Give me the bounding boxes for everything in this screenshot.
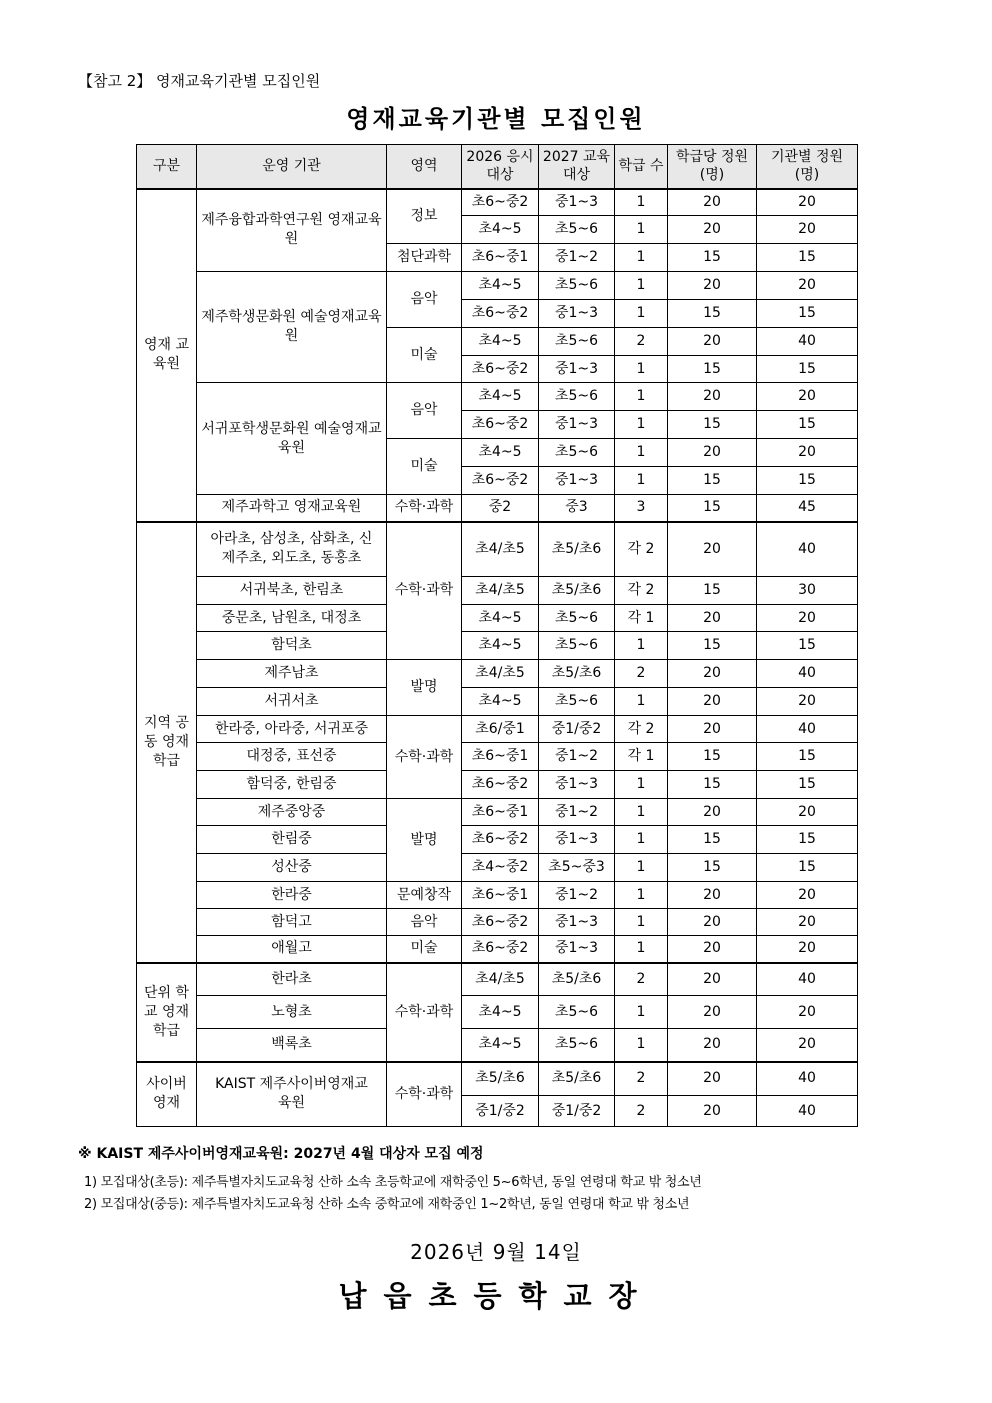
table-cell: 초5/초6 <box>462 1062 539 1096</box>
institution-cell: 서귀북초, 한림초 <box>197 577 387 605</box>
table-row <box>137 272 858 300</box>
area-cell: 수학·과학 <box>387 963 462 1062</box>
area-cell: 발명 <box>387 660 462 716</box>
table-cell: 중1~3 <box>539 771 615 799</box>
institution-cell: 중문초, 남원초, 대정초 <box>197 605 387 632</box>
table-cell: 1 <box>615 854 668 882</box>
table-cell: 20 <box>668 963 757 996</box>
area-cell: 수학·과학 <box>387 1062 462 1127</box>
table-cell: 초4~5 <box>462 605 539 632</box>
table-cell: 20 <box>668 882 757 909</box>
table-cell: 15 <box>668 356 757 383</box>
table-cell: 40 <box>757 1062 858 1096</box>
area-cell: 음악 <box>387 909 462 936</box>
table-cell: 20 <box>668 799 757 826</box>
institution-cell: 제주학생문화원 예술영재교육원 <box>197 272 387 383</box>
table-row <box>137 936 858 963</box>
table-cell: 중1/중2 <box>462 1096 539 1127</box>
table-cell: 1 <box>615 688 668 716</box>
table-cell: 각 2 <box>615 577 668 605</box>
table-cell: 초6~중2 <box>462 936 539 963</box>
table-cell: 초4/초5 <box>462 522 539 577</box>
table-cell: 초5/초6 <box>539 660 615 688</box>
table-cell: 1 <box>615 411 668 439</box>
table-cell: 20 <box>757 909 858 936</box>
institution-cell: 함덕초 <box>197 632 387 660</box>
table-cell: 초5~6 <box>539 996 615 1029</box>
table-cell: 1 <box>615 356 668 383</box>
table-cell: 1 <box>615 996 668 1029</box>
area-cell: 수학·과학 <box>387 495 462 522</box>
institution-cell: 백록초 <box>197 1029 387 1062</box>
table-cell: 각 1 <box>615 605 668 632</box>
table-cell: 20 <box>757 383 858 411</box>
table-cell: 초6~중2 <box>462 411 539 439</box>
table-cell: 초4~중2 <box>462 854 539 882</box>
table-cell: 1 <box>615 771 668 799</box>
table-cell: 초5~6 <box>539 1029 615 1062</box>
column-header: 영역 <box>387 145 462 189</box>
area-cell: 수학·과학 <box>387 522 462 660</box>
table-row <box>137 1029 858 1062</box>
table-cell: 15 <box>668 771 757 799</box>
table-cell: 15 <box>757 411 858 439</box>
recruitment-table <box>136 144 858 1127</box>
institution-cell: KAIST 제주사이버영재교육원 <box>197 1062 387 1127</box>
table-row <box>137 771 858 799</box>
table-cell: 중1~3 <box>539 936 615 963</box>
table-cell: 1 <box>615 936 668 963</box>
table-header-row <box>137 145 858 189</box>
institution-cell: 성산중 <box>197 854 387 882</box>
table-cell: 40 <box>757 328 858 356</box>
table-cell: 초4~5 <box>462 688 539 716</box>
table-cell: 15 <box>757 826 858 854</box>
table-cell: 중1~2 <box>539 799 615 826</box>
table-row <box>137 1062 858 1096</box>
table-cell: 20 <box>668 1096 757 1127</box>
table-cell: 15 <box>757 743 858 771</box>
table-cell: 20 <box>668 909 757 936</box>
table-cell: 초6~중1 <box>462 882 539 909</box>
section-cell: 영재 교육원 <box>137 189 197 522</box>
table-cell: 15 <box>668 743 757 771</box>
table-cell: 15 <box>757 771 858 799</box>
table-cell: 2 <box>615 328 668 356</box>
area-cell: 음악 <box>387 272 462 328</box>
table-cell: 20 <box>668 688 757 716</box>
table-cell: 20 <box>757 936 858 963</box>
table-cell: 40 <box>757 522 858 577</box>
table-cell: 20 <box>668 383 757 411</box>
table-cell: 15 <box>757 632 858 660</box>
institution-cell: 함덕고 <box>197 909 387 936</box>
table-cell: 초6~중2 <box>462 356 539 383</box>
table-cell: 20 <box>757 1029 858 1062</box>
table-cell: 초5/초6 <box>539 1062 615 1096</box>
institution-cell: 아라초, 삼성초, 삼화초, 신제주초, 외도초, 동홍초 <box>197 522 387 577</box>
document-title: 영재교육기관별 모집인원 <box>346 104 646 133</box>
table-row <box>137 577 858 605</box>
table-cell: 초4~5 <box>462 216 539 244</box>
area-cell: 미술 <box>387 439 462 495</box>
table-cell: 15 <box>668 495 757 522</box>
table-cell: 20 <box>668 936 757 963</box>
table-cell: 15 <box>668 577 757 605</box>
table-cell: 중1~2 <box>539 882 615 909</box>
table-cell: 20 <box>757 996 858 1029</box>
section-cell: 지역 공동 영재 학급 <box>137 522 197 963</box>
table-cell: 1 <box>615 216 668 244</box>
table-cell: 1 <box>615 244 668 272</box>
table-cell: 초6~중2 <box>462 826 539 854</box>
table-cell: 초6~중1 <box>462 244 539 272</box>
table-cell: 1 <box>615 632 668 660</box>
table-row <box>137 632 858 660</box>
table-cell: 중1~2 <box>539 743 615 771</box>
institution-cell: 서귀서초 <box>197 688 387 716</box>
table-cell: 1 <box>615 909 668 936</box>
table-cell: 20 <box>668 996 757 1029</box>
institution-cell: 제주중앙중 <box>197 799 387 826</box>
table-row <box>137 716 858 743</box>
table-cell: 초4~5 <box>462 632 539 660</box>
table-cell: 15 <box>668 632 757 660</box>
table-cell: 1 <box>615 189 668 216</box>
table-cell: 20 <box>757 882 858 909</box>
table-cell: 40 <box>757 1096 858 1127</box>
area-cell: 첨단과학 <box>387 244 462 272</box>
table-cell: 중3 <box>539 495 615 522</box>
table-cell: 초5~6 <box>539 272 615 300</box>
table-cell: 20 <box>668 189 757 216</box>
table-cell: 20 <box>668 439 757 467</box>
table-cell: 초5~6 <box>539 632 615 660</box>
table-cell: 중1~3 <box>539 189 615 216</box>
institution-cell: 한림중 <box>197 826 387 854</box>
table-row <box>137 799 858 826</box>
table-cell: 초6~중1 <box>462 743 539 771</box>
table-cell: 1 <box>615 383 668 411</box>
table-cell: 중1~3 <box>539 356 615 383</box>
table-cell: 20 <box>668 328 757 356</box>
table-cell: 초5~6 <box>539 439 615 467</box>
table-cell: 20 <box>757 688 858 716</box>
area-cell: 발명 <box>387 799 462 882</box>
table-cell: 20 <box>668 605 757 632</box>
table-row <box>137 909 858 936</box>
institution-cell: 제주과학고 영재교육원 <box>197 495 387 522</box>
table-cell: 초6~중2 <box>462 300 539 328</box>
table-cell: 초4/초5 <box>462 577 539 605</box>
table-cell: 3 <box>615 495 668 522</box>
document-date: 2026년 9월 14일 <box>410 1240 582 1264</box>
table-cell: 초6~중1 <box>462 799 539 826</box>
table-cell: 20 <box>668 272 757 300</box>
table-cell: 20 <box>757 189 858 216</box>
table-cell: 1 <box>615 467 668 495</box>
table-row <box>137 854 858 882</box>
institution-cell: 애월고 <box>197 936 387 963</box>
reference-label: 【참고 2】 영재교육기관별 모집인원 <box>78 72 321 90</box>
table-row <box>137 660 858 688</box>
table-cell: 15 <box>668 244 757 272</box>
table-cell: 초4~5 <box>462 439 539 467</box>
table-cell: 45 <box>757 495 858 522</box>
table-cell: 초4~5 <box>462 1029 539 1062</box>
table-cell: 20 <box>757 272 858 300</box>
table-cell: 20 <box>668 660 757 688</box>
column-header: 기관별 정원(명) <box>757 145 858 189</box>
table-cell: 30 <box>757 577 858 605</box>
table-cell: 초4~5 <box>462 383 539 411</box>
column-header: 운영 기관 <box>197 145 387 189</box>
section-cell: 단위 학교 영재 학급 <box>137 963 197 1062</box>
table-cell: 초5~6 <box>539 605 615 632</box>
table-cell: 40 <box>757 963 858 996</box>
column-header: 2027 교육대상 <box>539 145 615 189</box>
table-cell: 15 <box>668 854 757 882</box>
table-cell: 각 2 <box>615 716 668 743</box>
table-cell: 중1/중2 <box>539 716 615 743</box>
area-cell: 문예창작 <box>387 882 462 909</box>
table-cell: 20 <box>757 216 858 244</box>
table-cell: 초4/초5 <box>462 963 539 996</box>
table-cell: 1 <box>615 882 668 909</box>
table-cell: 초5/초6 <box>539 963 615 996</box>
table-row <box>137 688 858 716</box>
table-cell: 40 <box>757 716 858 743</box>
area-cell: 음악 <box>387 383 462 439</box>
table-row <box>137 605 858 632</box>
table-cell: 15 <box>757 467 858 495</box>
institution-cell: 한라중, 아라중, 서귀포중 <box>197 716 387 743</box>
institution-cell: 서귀포학생문화원 예술영재교육원 <box>197 383 387 495</box>
area-cell: 미술 <box>387 936 462 963</box>
table-cell: 1 <box>615 272 668 300</box>
table-cell: 15 <box>668 826 757 854</box>
note-line: 1) 모집대상(초등): 제주특별자치도교육청 산하 소속 초등학교에 재학중인 5~6학년, 동일 연령대 학교 밖 청소년 <box>84 1175 702 1190</box>
area-cell: 정보 <box>387 189 462 244</box>
table-cell: 중1~3 <box>539 826 615 854</box>
note-title: ※ KAIST 제주사이버영재교육원: 2027년 4월 대상자 모집 예정 <box>78 1146 484 1162</box>
table-cell: 15 <box>757 356 858 383</box>
institution-cell: 한라중 <box>197 882 387 909</box>
table-cell: 중1~3 <box>539 300 615 328</box>
table-cell: 15 <box>757 300 858 328</box>
table-cell: 20 <box>757 439 858 467</box>
table-cell: 중1~3 <box>539 411 615 439</box>
table-cell: 초5/초6 <box>539 577 615 605</box>
table-cell: 각 1 <box>615 743 668 771</box>
area-cell: 미술 <box>387 328 462 383</box>
table-cell: 15 <box>757 244 858 272</box>
table-cell: 초6~중2 <box>462 909 539 936</box>
table-cell: 초6/중1 <box>462 716 539 743</box>
column-header: 학급 수 <box>615 145 668 189</box>
table-cell: 15 <box>757 854 858 882</box>
table-cell: 초4~5 <box>462 328 539 356</box>
table-cell: 초6~중2 <box>462 467 539 495</box>
table-cell: 초5~6 <box>539 216 615 244</box>
table-row <box>137 495 858 522</box>
note-line: 2) 모집대상(중등): 제주특별자치도교육청 산하 소속 중학교에 재학중인 1~2학년, 동일 연령대 학교 밖 청소년 <box>84 1197 690 1212</box>
table-cell: 중1/중2 <box>539 1096 615 1127</box>
table-cell: 초5~6 <box>539 383 615 411</box>
table-cell: 20 <box>757 605 858 632</box>
table-cell: 15 <box>668 467 757 495</box>
table-cell: 초4~5 <box>462 996 539 1029</box>
table-row <box>137 882 858 909</box>
table-cell: 각 2 <box>615 522 668 577</box>
table-cell: 20 <box>757 799 858 826</box>
table-row <box>137 996 858 1029</box>
table-cell: 1 <box>615 826 668 854</box>
table-cell: 초4/초5 <box>462 660 539 688</box>
table-cell: 초5/초6 <box>539 522 615 577</box>
signature: 납읍초등학교장 <box>338 1279 654 1313</box>
institution-cell: 한라초 <box>197 963 387 996</box>
table-cell: 20 <box>668 1062 757 1096</box>
table-cell: 1 <box>615 300 668 328</box>
table-cell: 초6~중2 <box>462 189 539 216</box>
table-cell: 1 <box>615 1029 668 1062</box>
institution-cell: 노형초 <box>197 996 387 1029</box>
table-cell: 중1~3 <box>539 467 615 495</box>
table-cell: 초6~중2 <box>462 771 539 799</box>
table-cell: 초5~중3 <box>539 854 615 882</box>
table-cell: 20 <box>668 216 757 244</box>
table-cell: 15 <box>668 300 757 328</box>
table-cell: 1 <box>615 799 668 826</box>
table-cell: 중1~3 <box>539 909 615 936</box>
table-row <box>137 743 858 771</box>
section-cell: 사이버 영재 <box>137 1062 197 1127</box>
institution-cell: 함덕중, 한림중 <box>197 771 387 799</box>
table-cell: 2 <box>615 1096 668 1127</box>
table-cell: 초5~6 <box>539 328 615 356</box>
institution-cell: 제주융합과학연구원 영재교육원 <box>197 189 387 272</box>
table-cell: 20 <box>668 716 757 743</box>
table-row <box>137 522 858 577</box>
table-cell: 20 <box>668 1029 757 1062</box>
column-header: 구분 <box>137 145 197 189</box>
institution-cell: 대정중, 표선중 <box>197 743 387 771</box>
table-cell: 2 <box>615 963 668 996</box>
table-cell: 중1~2 <box>539 244 615 272</box>
table-row <box>137 826 858 854</box>
table-cell: 20 <box>668 522 757 577</box>
column-header: 2026 응시대상 <box>462 145 539 189</box>
table-cell: 15 <box>668 411 757 439</box>
table-cell: 1 <box>615 439 668 467</box>
table-cell: 40 <box>757 660 858 688</box>
table-cell: 초4~5 <box>462 272 539 300</box>
column-header: 학급당 정원(명) <box>668 145 757 189</box>
table-row <box>137 963 858 996</box>
table-cell: 초5~6 <box>539 688 615 716</box>
table-cell: 2 <box>615 660 668 688</box>
table-cell: 중2 <box>462 495 539 522</box>
table-row <box>137 383 858 411</box>
institution-cell: 제주남초 <box>197 660 387 688</box>
area-cell: 수학·과학 <box>387 716 462 799</box>
table-row <box>137 189 858 216</box>
table-cell: 2 <box>615 1062 668 1096</box>
